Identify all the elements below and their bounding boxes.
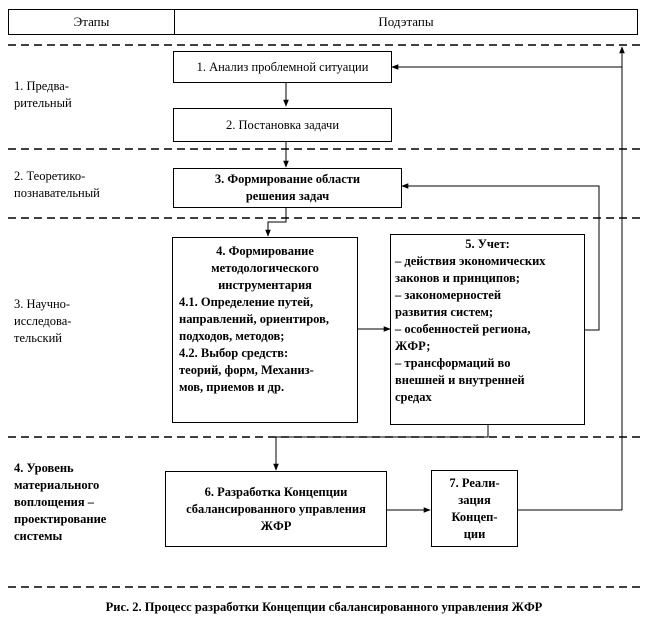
box-4-methodology [172, 237, 358, 423]
box-3-solution-area [173, 168, 402, 208]
box-6-concept-development [165, 471, 387, 547]
box-5-considerations [390, 234, 585, 425]
header-substages [174, 9, 638, 35]
box-4-item-2: 4.2. Выбор средств: теорий, форм, Механиз- мов, приемов и др. [179, 346, 314, 394]
box-5-item: – закономерностей развития систем; [395, 288, 502, 319]
box-3-text: 3. Формирование области решения задач [214, 172, 361, 203]
box-4-title: 4. Формирование методологического инструментария [211, 244, 319, 292]
box-1-text: 1. Анализ проблемной ситуации [196, 59, 369, 74]
header-substages-label: Подэтапы [378, 14, 434, 29]
arrow-3-to-4 [268, 208, 286, 236]
header-stages-label: Этапы [73, 14, 110, 29]
box-7-text: 7. Реали- зация Концеп- ции [449, 475, 500, 541]
box-7-implementation [431, 470, 518, 547]
box-5-item: – действия экономических законов и принципов; [395, 254, 546, 285]
stage-1-label: 1. Предва- рительный [14, 79, 72, 110]
stage-4-label: 4. Уровень материального воплощения – проектирование системы [14, 461, 107, 543]
stage-3-label: 3. Научно- исследова- тельский [14, 297, 72, 345]
box-5-title: 5. Учет: [465, 237, 510, 251]
box-6-text: 6. Разработка Концепции сбалансированного управления ЖФР [186, 484, 366, 533]
box-5-item: – особенностей региона, ЖФР; [395, 322, 531, 353]
header-stages [8, 9, 175, 35]
box-4-item-1: 4.1. Определение путей, направлений, ориентиров, подходов, методов; [179, 295, 329, 343]
box-5-item: – трансформаций во внешней и внутренней средах [395, 356, 525, 404]
stage-2-label: 2. Теоретико- познавательный [14, 169, 100, 200]
figure-caption: Рис. 2. Процесс разработки Концепции сбалансированного управления ЖФР [105, 600, 543, 614]
box-2-task-statement [173, 108, 392, 142]
box-2-text: 2. Постановка задачи [225, 117, 340, 132]
arrow-5-to-6 [276, 425, 488, 470]
box-1-problem-analysis [173, 51, 392, 83]
